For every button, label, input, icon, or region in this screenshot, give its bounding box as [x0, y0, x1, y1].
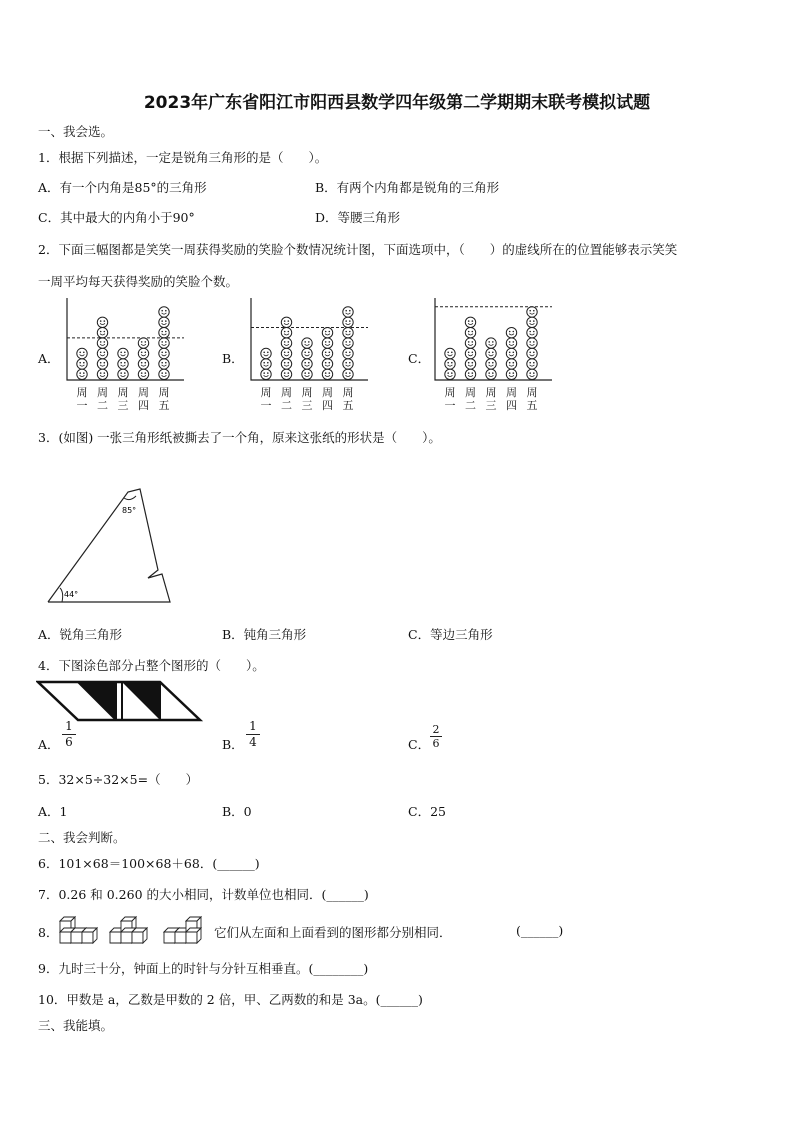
- smiley-mark: [97, 369, 107, 379]
- x-tick-label: 周四: [138, 386, 149, 412]
- numerator: 1: [249, 719, 257, 733]
- x-tick-label: 周一: [76, 386, 88, 412]
- question-4-option-c-label[interactable]: C．: [408, 737, 431, 752]
- question-5-option-c[interactable]: C．25: [408, 804, 446, 819]
- question-6[interactable]: 6．101×68＝100×68＋68．(______): [38, 856, 260, 871]
- smiley-mark: [159, 338, 169, 348]
- smiley-mark: [281, 317, 291, 327]
- denominator: 6: [65, 735, 73, 749]
- denominator: 4: [249, 735, 257, 749]
- denominator: 6: [432, 737, 440, 750]
- fraction-one-fourth: [246, 720, 260, 749]
- page-title: 2023年广东省阳江市阳西县数学四年级第二学期期末联考模拟试题: [143, 93, 651, 113]
- x-tick-label: 周三: [301, 386, 313, 412]
- x-tick-label: 周二: [465, 386, 476, 412]
- smiley-mark: [138, 338, 148, 348]
- question-5-stem: 5．32×5÷32×5=（ ）: [38, 772, 199, 787]
- x-tick-label: 周二: [97, 386, 108, 412]
- smiley-mark: [527, 369, 537, 379]
- x-tick-label: 周一: [444, 386, 456, 412]
- question-4-stem: 4．下图涂色部分占整个图形的（ ）。: [38, 658, 265, 673]
- x-tick-label: 周五: [526, 386, 538, 412]
- x-tick-label: 周四: [322, 386, 333, 412]
- cube: [82, 928, 97, 943]
- smiley-mark: [97, 338, 107, 348]
- x-tick-label: 周一: [260, 386, 272, 412]
- section-heading: 三、我能填。: [38, 1018, 114, 1033]
- x-tick-label: 周二: [281, 386, 292, 412]
- smiley-mark: [281, 359, 291, 369]
- smiley-mark: [506, 338, 516, 348]
- smiley-mark: [506, 369, 516, 379]
- smiley-mark: [281, 328, 291, 338]
- section-heading: 二、我会判断。: [38, 830, 126, 845]
- smiley-mark: [159, 317, 169, 327]
- x-tick-label: 周三: [485, 386, 497, 412]
- cube-stacks-svg: [58, 910, 214, 946]
- smiley-mark: [465, 359, 475, 369]
- smiley-mark: [527, 338, 537, 348]
- fraction-one-sixth: [62, 720, 76, 749]
- smiley-mark: [506, 359, 516, 369]
- smiley-mark: [486, 338, 496, 348]
- smiley-mark: [322, 328, 332, 338]
- question-1-option-c[interactable]: C．其中最大的内角小于90°: [38, 210, 195, 225]
- smiley-mark: [138, 369, 148, 379]
- question-2-option-c-label[interactable]: C．: [408, 351, 431, 366]
- smiley-mark: [302, 338, 312, 348]
- smiley-mark: [97, 359, 107, 369]
- cube: [186, 928, 201, 943]
- smiley-mark: [77, 348, 87, 358]
- smiley-mark: [465, 348, 475, 358]
- smiley-mark: [343, 359, 353, 369]
- smiley-mark: [97, 328, 107, 338]
- question-1-option-d[interactable]: D．等腰三角形: [315, 210, 401, 225]
- question-5-option-a[interactable]: A．1: [38, 804, 68, 819]
- smiley-mark: [343, 369, 353, 379]
- smiley-mark: [281, 369, 291, 379]
- question-9[interactable]: 9．九时三十分，钟面上的时针与分针互相垂直。(________): [38, 961, 369, 976]
- question-8-number: 8．: [38, 925, 59, 940]
- question-4-option-b-label[interactable]: B．: [222, 737, 244, 752]
- smiley-mark: [281, 338, 291, 348]
- smiley-mark: [302, 369, 312, 379]
- x-tick-label: 周五: [342, 386, 354, 412]
- smiley-mark: [465, 338, 475, 348]
- smiley-mark: [261, 348, 271, 358]
- smiley-mark: [486, 369, 496, 379]
- smiley-mark: [159, 359, 169, 369]
- smiley-mark: [159, 348, 169, 358]
- smiley-mark: [118, 369, 128, 379]
- smiley-mark: [118, 359, 128, 369]
- smiley-mark: [322, 348, 332, 358]
- smiley-mark: [527, 348, 537, 358]
- smiley-mark: [138, 359, 148, 369]
- smiley-mark: [343, 348, 353, 358]
- smiley-mark: [302, 348, 312, 358]
- smiley-mark: [159, 369, 169, 379]
- question-1-option-a[interactable]: A．有一个内角是85°的三角形: [38, 180, 207, 195]
- smiley-mark: [343, 328, 353, 338]
- numerator: 2: [432, 723, 440, 736]
- smiley-mark: [343, 338, 353, 348]
- smiley-mark: [159, 328, 169, 338]
- question-1-option-b[interactable]: B．有两个内角都是锐角的三角形: [315, 180, 500, 195]
- question-3-option-b[interactable]: B．钝角三角形: [222, 627, 307, 642]
- smiley-mark: [527, 359, 537, 369]
- angle-44-label: 44°: [64, 590, 79, 599]
- smiley-mark: [261, 359, 271, 369]
- question-7[interactable]: 7．0.26 和 0.260 的大小相同，计数单位也相同．(______): [38, 887, 369, 902]
- smiley-mark: [506, 348, 516, 358]
- smiley-mark: [77, 359, 87, 369]
- smiley-mark: [527, 307, 537, 317]
- question-2-stem: 2．下面三幅图都是笑笑一周获得奖励的笑脸个数情况统计图，下面选项中，（ ）的虚线所在的位置能够表示笑笑: [38, 242, 678, 257]
- smiley-mark: [445, 369, 455, 379]
- question-4-option-a-label[interactable]: A．: [38, 737, 60, 752]
- numerator: 1: [65, 719, 73, 733]
- question-3-stem: 3．(如图) 一张三角形纸被撕去了一个角，原来这张纸的形状是（ ）。: [38, 430, 441, 445]
- question-8-text: 它们从左面和上面看到的图形都分别相同．: [214, 925, 452, 940]
- smiley-mark: [465, 317, 475, 327]
- angle-85-label: 85°: [122, 506, 137, 515]
- question-2-option-b-label[interactable]: B．: [222, 351, 244, 366]
- smiley-mark: [322, 369, 332, 379]
- smiley-mark: [445, 359, 455, 369]
- smiley-mark: [97, 317, 107, 327]
- question-5-option-b[interactable]: B．0: [222, 804, 252, 819]
- smiley-mark: [118, 348, 128, 358]
- question-10[interactable]: 10．甲数是 a，乙数是甲数的 2 倍，甲、乙两数的和是 3a。(______): [38, 992, 423, 1007]
- smiley-mark: [97, 348, 107, 358]
- smiley-mark: [506, 328, 516, 338]
- parallelogram-svg: [36, 680, 206, 722]
- section-heading: 一、我会选。: [38, 124, 114, 139]
- question-3-option-a[interactable]: A．锐角三角形: [38, 627, 123, 642]
- fraction-two-sixths: [430, 724, 442, 749]
- x-tick-label: 周四: [506, 386, 517, 412]
- smiley-mark: [343, 317, 353, 327]
- pictograph-c: [434, 298, 559, 384]
- x-tick-label: 周三: [117, 386, 129, 412]
- smiley-mark: [322, 359, 332, 369]
- smiley-mark: [343, 307, 353, 317]
- smiley-mark: [486, 348, 496, 358]
- x-tick-label: 周五: [158, 386, 170, 412]
- question-1-stem: 1．根据下列描述，一定是锐角三角形的是（ ）。: [38, 150, 328, 165]
- torn-triangle-svg: [40, 484, 180, 610]
- smiley-mark: [281, 348, 291, 358]
- smiley-mark: [322, 338, 332, 348]
- smiley-mark: [261, 369, 271, 379]
- pictograph-b: [250, 298, 375, 384]
- smiley-mark: [159, 307, 169, 317]
- smiley-mark: [465, 328, 475, 338]
- smiley-mark: [445, 348, 455, 358]
- question-3-option-c[interactable]: C．等边三角形: [408, 627, 493, 642]
- smiley-mark: [138, 348, 148, 358]
- smiley-mark: [77, 369, 87, 379]
- question-2-stem-continued: 一周平均每天获得奖励的笑脸个数。: [38, 274, 239, 289]
- smiley-mark: [527, 328, 537, 338]
- question-2-option-a-label[interactable]: A．: [38, 351, 60, 366]
- smiley-mark: [465, 369, 475, 379]
- question-8-answer-blank[interactable]: (______): [516, 923, 564, 938]
- pictograph-a: [66, 298, 191, 384]
- smiley-mark: [486, 359, 496, 369]
- cube: [132, 928, 147, 943]
- smiley-mark: [527, 317, 537, 327]
- smiley-mark: [302, 359, 312, 369]
